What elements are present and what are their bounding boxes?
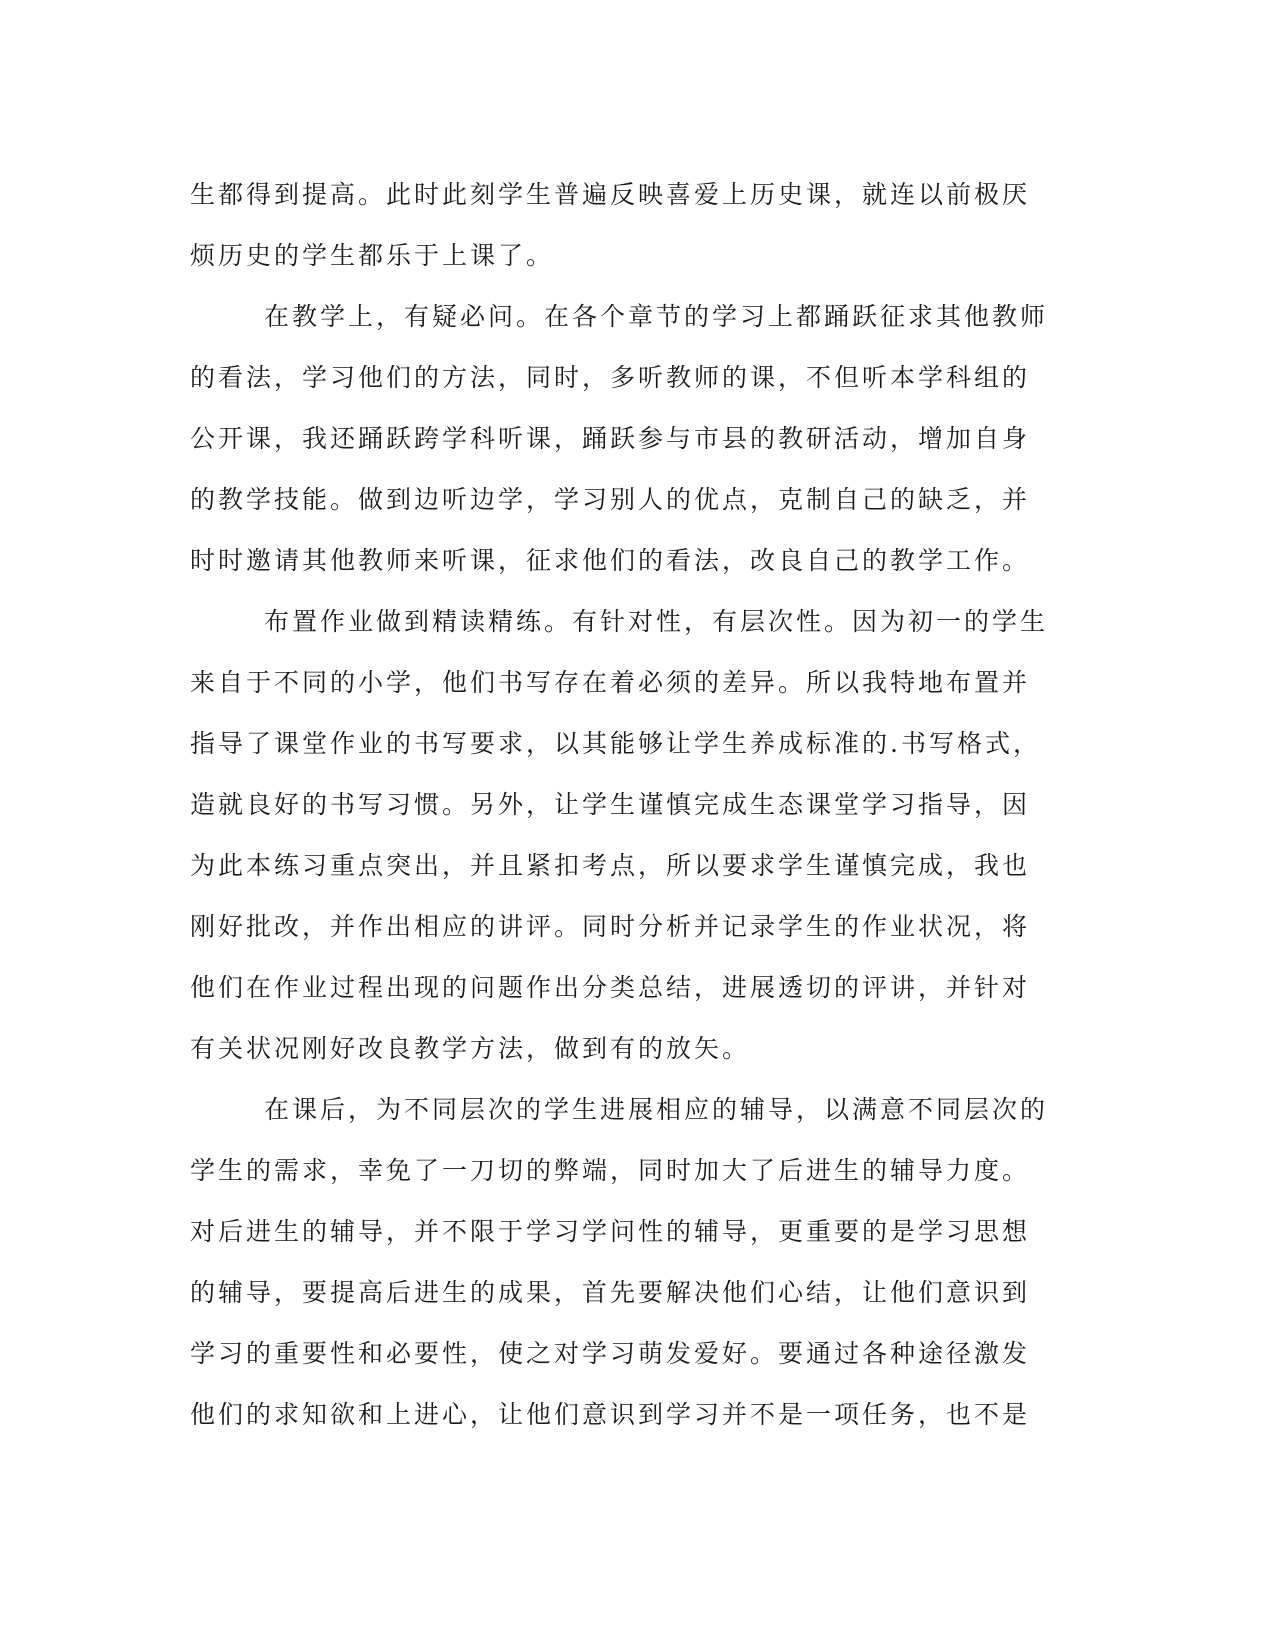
body-text bbox=[190, 164, 1070, 1445]
text-line: 的看法，学习他们的方法，同时，多听教师的课，不但听本学科组的 bbox=[190, 363, 1031, 392]
text-line: 刚好批改，并作出相应的讲评。同时分析并记录学生的作业状况，将 bbox=[190, 912, 1031, 941]
text-line: 他们在作业过程出现的问题作出分类总结，进展透切的评讲，并针对 bbox=[190, 973, 1031, 1002]
text-line: 有关状况刚好改良教学方法，做到有的放矢。 bbox=[190, 1034, 751, 1063]
paragraph-start-line: 在教学上，有疑必问。在各个章节的学习上都踊跃征求其他教师 bbox=[264, 302, 1049, 331]
text-line: 来自于不同的小学，他们书写存在着必须的差异。所以我特地布置并 bbox=[190, 668, 1031, 697]
text-line: 时时邀请其他教师来听课，征求他们的看法，改良自己的教学工作。 bbox=[190, 546, 1031, 575]
text-line: 生都得到提高。此时此刻学生普遍反映喜爱上历史课，就连以前极厌 bbox=[190, 180, 1031, 209]
paragraph-start-line: 在课后，为不同层次的学生进展相应的辅导，以满意不同层次的 bbox=[264, 1095, 1049, 1124]
text-line: 学习的重要性和必要性，使之对学习萌发爱好。要通过各种途径激发 bbox=[190, 1339, 1031, 1368]
text-line: 烦历史的学生都乐于上课了。 bbox=[190, 241, 555, 270]
text-line: 他们的求知欲和上进心，让他们意识到学习并不是一项任务，也不是 bbox=[190, 1400, 1031, 1429]
text-line: 学生的需求，幸免了一刀切的弊端，同时加大了后进生的辅导力度。 bbox=[190, 1156, 1031, 1185]
text-line: 公开课，我还踊跃跨学科听课，踊跃参与市县的教研活动，增加自身 bbox=[190, 424, 1031, 453]
text-line: 造就良好的书写习惯。另外，让学生谨慎完成生态课堂学习指导，因 bbox=[190, 790, 1031, 819]
text-line: 为此本练习重点突出，并且紧扣考点，所以要求学生谨慎完成，我也 bbox=[190, 851, 1031, 880]
text-line: 指导了课堂作业的书写要求，以其能够让学生养成标准的.书写格式， bbox=[190, 729, 1041, 758]
text-line: 的辅导，要提高后进生的成果，首先要解决他们心结，让他们意识到 bbox=[190, 1278, 1031, 1307]
paragraph-start-line: 布置作业做到精读精练。有针对性，有层次性。因为初一的学生 bbox=[264, 607, 1049, 636]
text-line: 的教学技能。做到边听边学，学习别人的优点，克制自己的缺乏，并 bbox=[190, 485, 1031, 514]
text-line: 对后进生的辅导，并不限于学习学问性的辅导，更重要的是学习思想 bbox=[190, 1217, 1031, 1246]
